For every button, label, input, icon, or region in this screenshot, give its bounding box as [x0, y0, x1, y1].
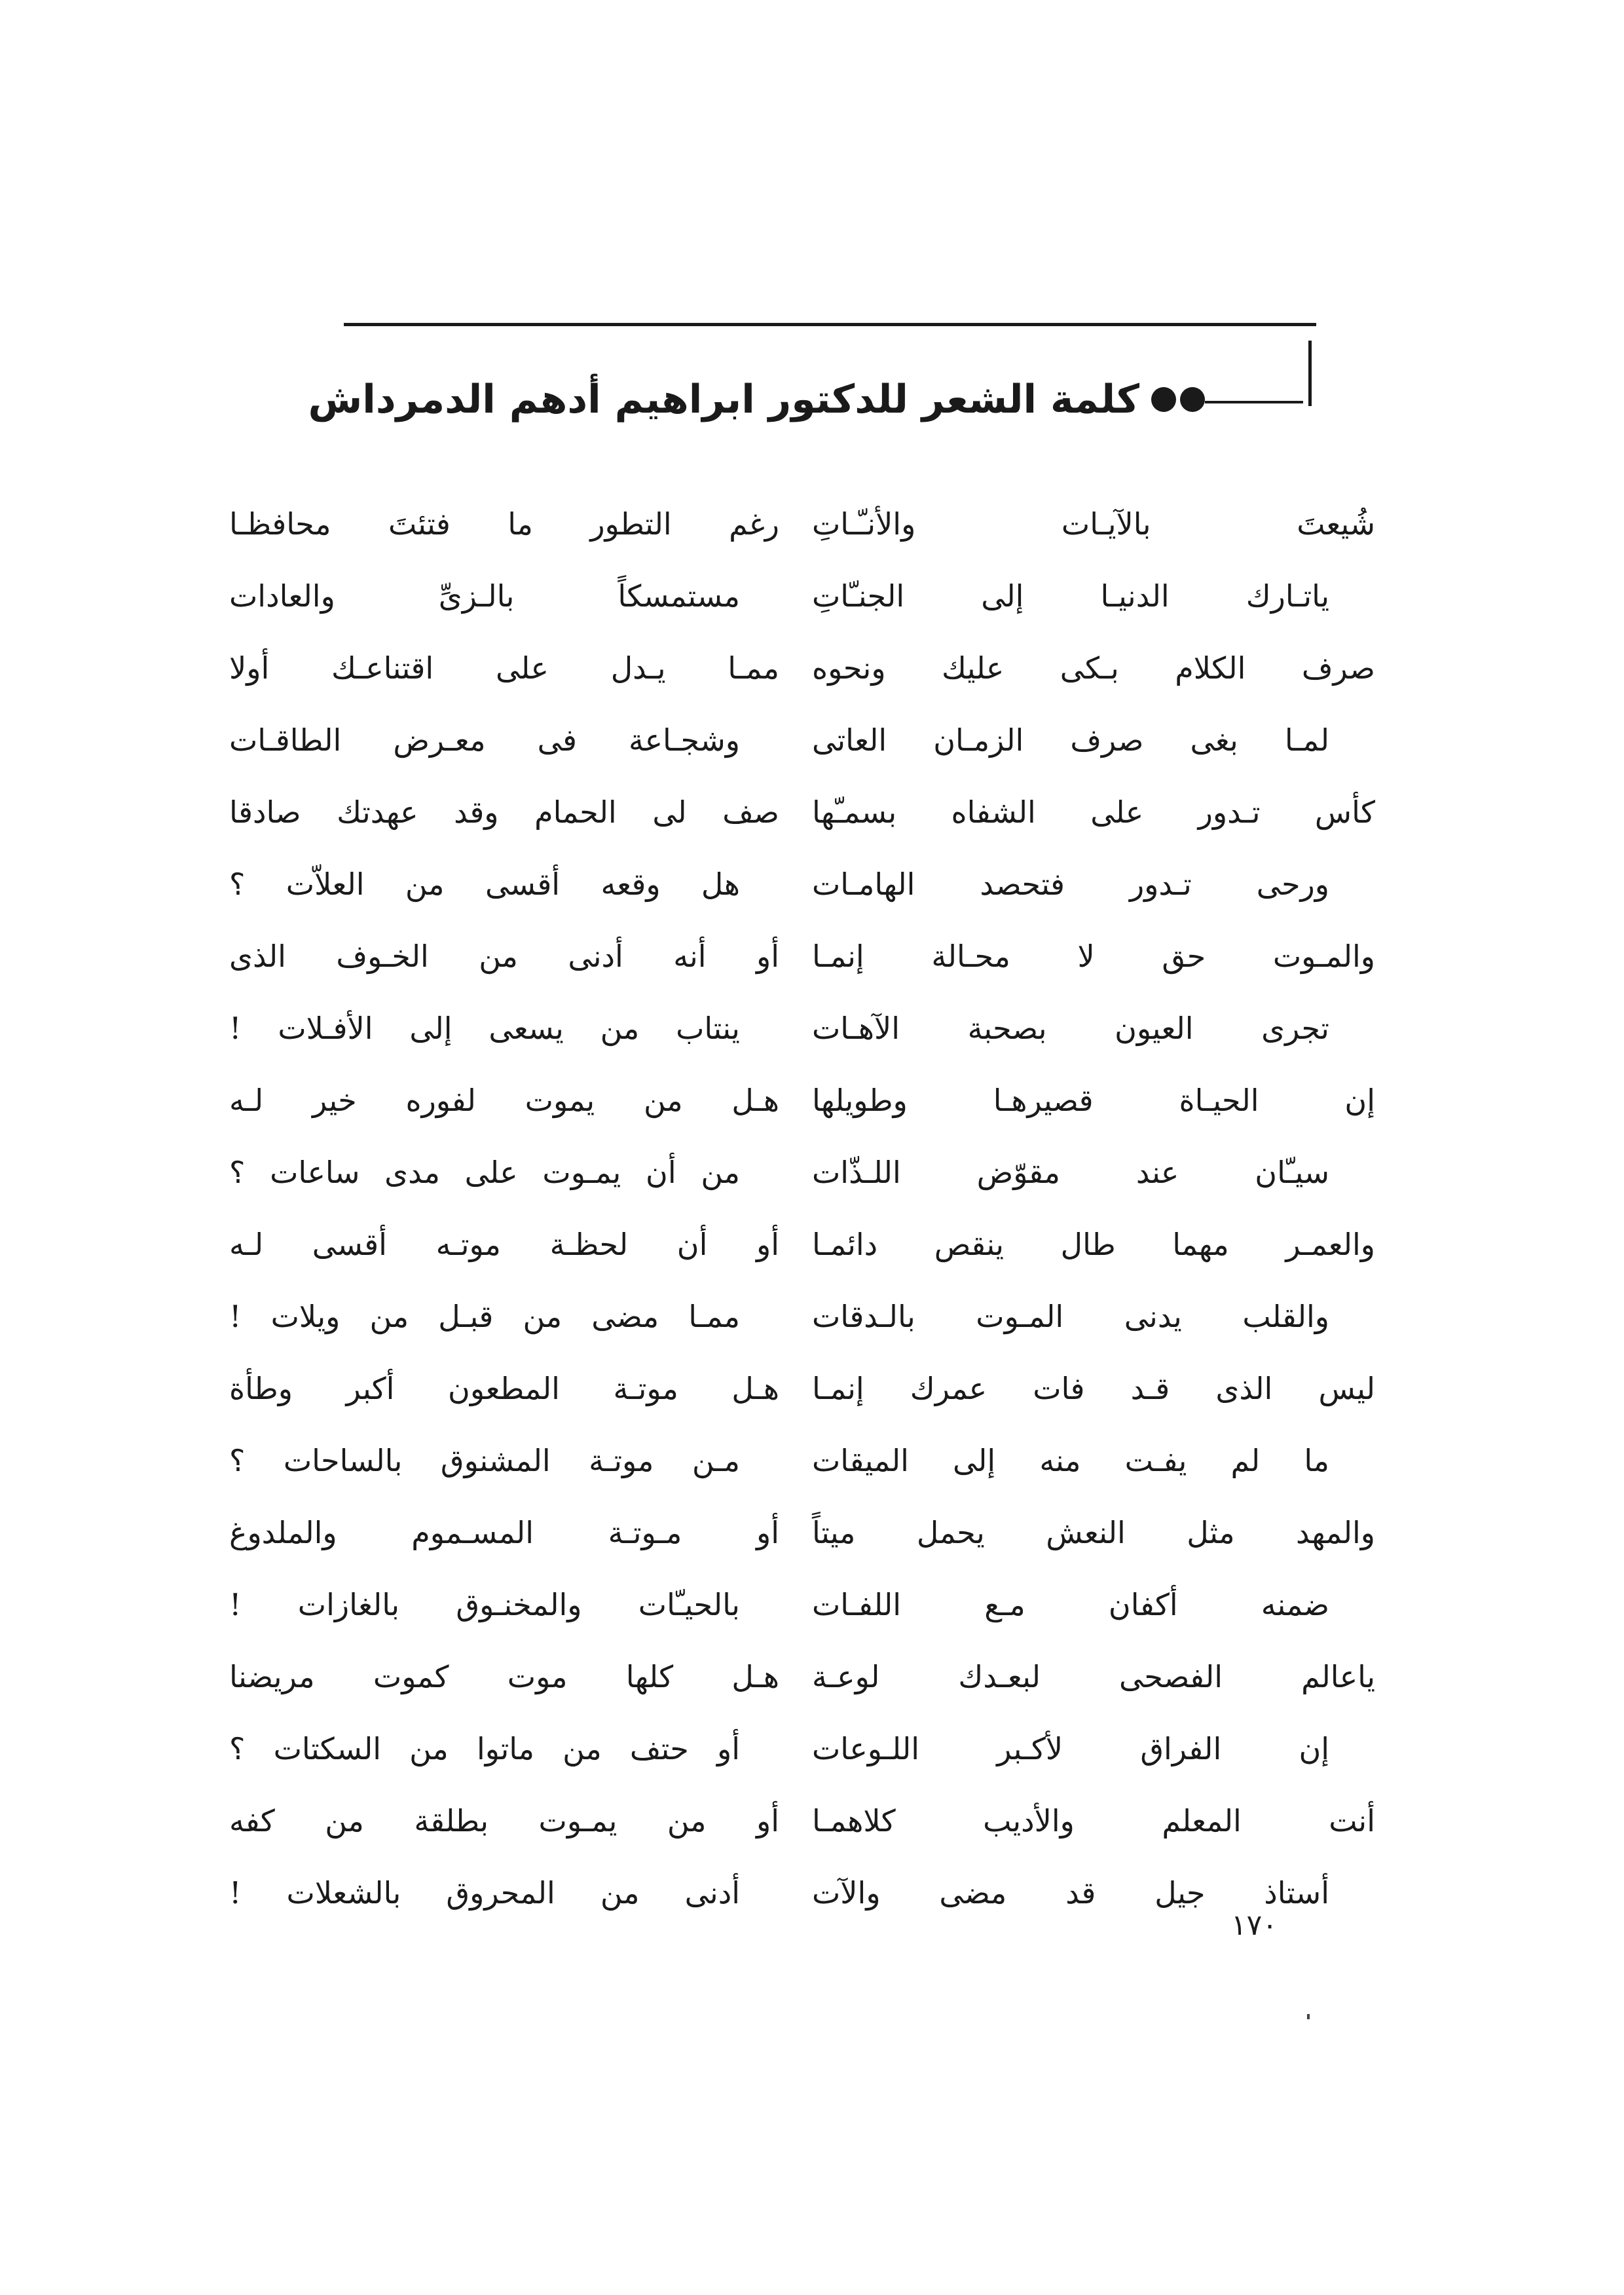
header-rule	[344, 323, 1316, 326]
verse-stanza	[229, 632, 779, 776]
verse-line: ورحى تـدور فتحصد الهامـات	[812, 867, 1329, 902]
verse-stanza	[229, 920, 779, 1064]
verse-line: من أن يمـوت على مدى ساعات ؟	[229, 1155, 740, 1190]
page-number: ١٧٠	[1231, 1909, 1278, 1942]
verse-stanza	[229, 776, 779, 920]
verse-line: أو من يمـوت بطلقة من كفه	[229, 1803, 779, 1838]
verse-line: ليس الذى قـد فات عمرك إنمـا	[812, 1371, 1375, 1406]
verse-line: والعمـر مهما طال ينقص دائمـا	[812, 1227, 1375, 1262]
verse-line: أدنى من المحروق بالشعلات !	[229, 1875, 740, 1911]
verse-line: والقلب يدنى المـوت بالـدقات	[812, 1299, 1329, 1334]
verse-stanza	[229, 1064, 779, 1208]
verse-stanza	[812, 1641, 1375, 1785]
verse-line: هـل من يموت لفوره خير لـه	[229, 1083, 779, 1118]
verse-line: ضمنه أكفان مـع اللفـات	[812, 1587, 1329, 1622]
verse-line: كأس تـدور على الشفاه بسمـّها	[812, 794, 1375, 830]
verse-stanza	[229, 488, 779, 632]
verse-line: هـل كلها موت كموت مريضنا	[229, 1659, 779, 1694]
verse-line: والمهد مثل النعش يحمل ميتاً	[812, 1515, 1375, 1550]
verse-stanza	[812, 1353, 1375, 1497]
header-bracket-vertical	[1308, 341, 1312, 406]
verse-line: إن الفراق لأكـبر اللـوعات	[812, 1731, 1329, 1766]
verse-stanza	[229, 1208, 779, 1353]
verse-line: والمـوت حق لا محـالة إنمـا	[812, 939, 1375, 974]
verse-line: مـن موتـة المشنوق بالساحات ؟	[229, 1443, 740, 1478]
header-bracket-horizontal	[1205, 401, 1303, 403]
verse-stanza	[812, 920, 1375, 1064]
page-title: كلمة الشعر للدكتور ابراهيم أدهم الدمرداش	[308, 377, 1139, 422]
verse-line: ياتـارك الدنيـا إلى الجنـّاتِ	[812, 578, 1329, 614]
verse-line: سيـّان عند مقوّض اللـذّات	[812, 1155, 1329, 1190]
verse-stanza	[229, 1785, 779, 1929]
verse-stanza	[812, 1064, 1375, 1208]
verse-line: صرف الكلام بـكى عليك ونحوه	[812, 650, 1375, 686]
verse-stanza	[812, 1497, 1375, 1641]
verse-line: صف لى الحمام وقد عهدتك صادقا	[229, 794, 779, 830]
verse-line: ياعالم الفصحى لبعـدك لوعـة	[812, 1659, 1375, 1694]
poem-column-right	[812, 488, 1375, 1929]
verse-line: ممـا يـدل على اقتناعـك أولا	[229, 650, 779, 686]
verse-line: ينتاب من يسعى إلى الأفـلات !	[229, 1011, 740, 1046]
verse-line: مستمسكاً بالـزىِّ والعادات	[229, 578, 740, 614]
verse-line: لمـا بغى صرف الزمـان العاتى	[812, 722, 1329, 758]
verse-stanza	[229, 1497, 779, 1641]
verse-stanza	[812, 488, 1375, 632]
verse-line: ممـا مضى من قبـل من ويلات !	[229, 1299, 740, 1334]
verse-line: ما لم يفـت منه إلى الميقات	[812, 1443, 1329, 1478]
verse-line: هـل موتـة المطعون أكبر وطأة	[229, 1371, 779, 1406]
verse-line: هل وقعه أقسى من العلاّت ؟	[229, 867, 740, 902]
verse-line: رغم التطور ما فتئتَ محافظـا	[229, 506, 779, 542]
verse-stanza	[812, 632, 1375, 776]
verse-line: أو أنه أدنى من الخـوف الذى	[229, 939, 779, 974]
verse-line: بالحيـّات والمخنـوق بالغازات !	[229, 1587, 740, 1622]
verse-stanza	[229, 1353, 779, 1497]
verse-line: أو أن لحظـة موتـه أقسى لـه	[229, 1227, 779, 1262]
verse-line: أو مـوتـة المسـموم والملدوغ	[229, 1515, 779, 1550]
verse-line: إن الحيـاة قصيرهـا وطويلها	[812, 1083, 1375, 1118]
verse-line: تجرى العيون بصحبة الآهـات	[812, 1011, 1329, 1046]
verse-stanza	[812, 776, 1375, 920]
print-speck	[1307, 2014, 1310, 2019]
verse-line: وشجـاعة فى معـرض الطاقـات	[229, 722, 740, 758]
poem-column-left	[229, 488, 779, 1929]
ornament-dots-icon	[1139, 385, 1205, 414]
verse-line: شُيعتَ بالآيـات والأنـّـاتِ	[812, 506, 1375, 542]
verse-stanza	[812, 1208, 1375, 1353]
verse-stanza	[229, 1641, 779, 1785]
verse-line: أستاذ جيل قد مضى والآت	[812, 1875, 1329, 1911]
verse-line: أو حتف من ماتوا من السكتات ؟	[229, 1731, 740, 1766]
verse-line: أنت المعلم والأديب كلاهمـا	[812, 1803, 1375, 1838]
